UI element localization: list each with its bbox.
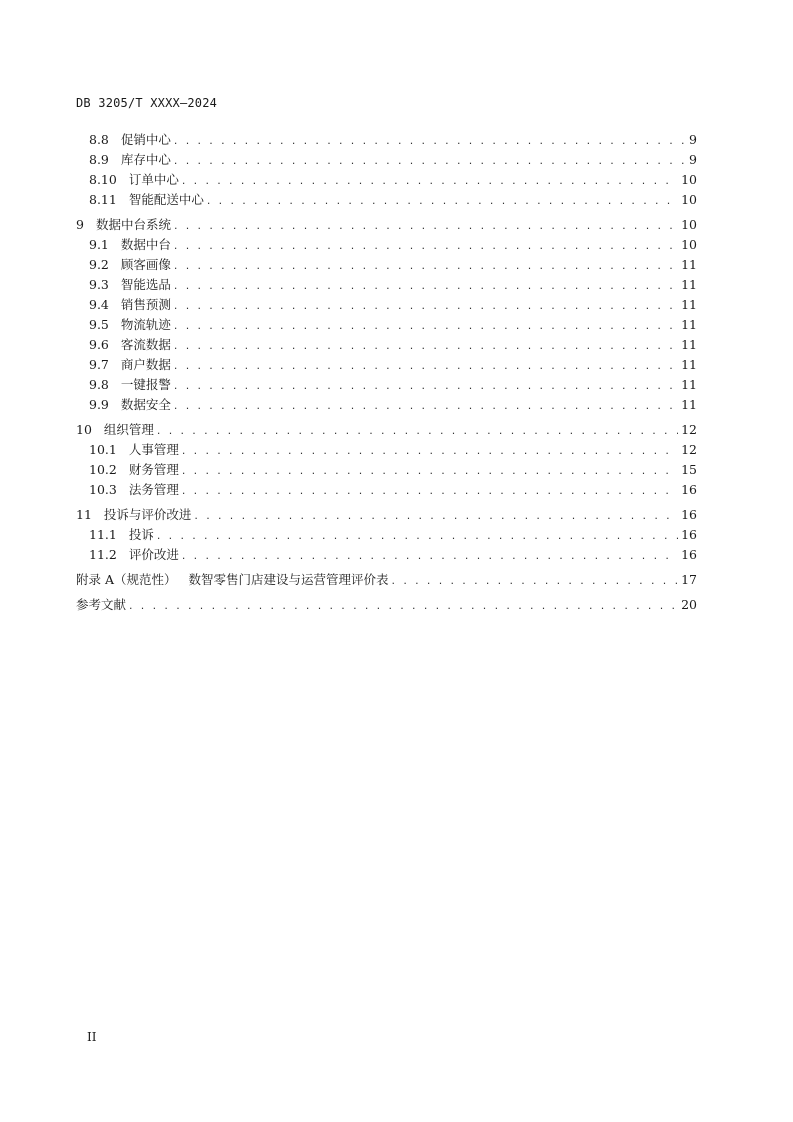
page-number: II	[87, 1030, 97, 1044]
toc-leader-dots	[129, 596, 678, 616]
toc-entry-page: 11	[681, 317, 697, 332]
toc-entry-title: 一键报警	[120, 377, 171, 392]
toc-entry[interactable]	[76, 130, 697, 150]
toc-leader-dots	[174, 151, 686, 171]
toc-leader-dots	[157, 526, 678, 546]
toc-leader-dots	[174, 356, 678, 376]
toc-entry-number: 10	[76, 422, 92, 437]
toc-entry-number: 9.6	[89, 337, 109, 352]
toc-entry-title: 财务管理	[128, 462, 179, 477]
toc-entry-number: 11.1	[89, 527, 117, 542]
toc-entry-page: 15	[681, 462, 697, 477]
toc-entry-page: 11	[681, 257, 697, 272]
toc-entry-number: 8.11	[89, 192, 117, 207]
toc-entry[interactable]	[76, 480, 697, 500]
toc-entry-number: 9.1	[89, 237, 109, 252]
toc-entry-page: 16	[681, 507, 697, 522]
toc-entry-title: 智能选品	[120, 277, 171, 292]
toc-leader-dots	[207, 191, 678, 211]
toc-entry-page: 9	[689, 152, 697, 167]
toc-entry-number: 8.8	[89, 132, 109, 147]
toc-entry-number: 8.10	[89, 172, 117, 187]
toc-leader-dots	[182, 546, 678, 566]
toc-entry-title: 投诉与评价改进	[103, 507, 192, 522]
toc-entry-number: 10.1	[89, 442, 117, 457]
toc-entry-title: 物流轨迹	[120, 317, 171, 332]
toc-entry[interactable]	[76, 420, 697, 440]
toc-entry-number: 9.5	[89, 317, 109, 332]
toc-entry-number: 9.2	[89, 257, 109, 272]
toc-entry-page: 11	[681, 377, 697, 392]
toc-entry-appendix[interactable]	[76, 570, 697, 590]
toc-entry[interactable]	[76, 335, 697, 355]
toc-entry-title: 人事管理	[128, 442, 179, 457]
toc-entry-title: 顾客画像	[120, 257, 171, 272]
toc-entry-number: 附录 A（规范性）	[76, 572, 177, 587]
toc-leader-dots	[174, 276, 678, 296]
toc-leader-dots	[174, 256, 678, 276]
toc-entry-page: 11	[681, 357, 697, 372]
toc-entry-page: 11	[681, 297, 697, 312]
toc-leader-dots	[174, 236, 678, 256]
toc-entry-page: 10	[681, 217, 697, 232]
toc-entry[interactable]	[76, 545, 697, 565]
toc-entry[interactable]	[76, 255, 697, 275]
toc-leader-dots	[174, 316, 678, 336]
toc-entry[interactable]	[76, 235, 697, 255]
toc-entry-page: 17	[681, 572, 697, 587]
toc-entry-number: 11	[76, 507, 92, 522]
toc-leader-dots	[157, 421, 678, 441]
toc-entry[interactable]	[76, 295, 697, 315]
toc-entry-title: 客流数据	[120, 337, 171, 352]
toc-entry-number: 9.4	[89, 297, 109, 312]
toc-entry-page: 16	[681, 527, 697, 542]
toc-entry-number: 10.2	[89, 462, 117, 477]
table-of-contents	[76, 130, 697, 615]
toc-entry-page: 10	[681, 172, 697, 187]
toc-entry-page: 10	[681, 192, 697, 207]
document-code-header: DB 3205/T XXXX—2024	[76, 96, 218, 110]
toc-entry-title: 评价改进	[128, 547, 179, 562]
toc-entry-number: 8.9	[89, 152, 109, 167]
toc-entry-title: 智能配送中心	[128, 192, 204, 207]
toc-entry[interactable]	[76, 170, 697, 190]
toc-entry[interactable]	[76, 460, 697, 480]
toc-entry-number: 9.3	[89, 277, 109, 292]
toc-entry-page: 11	[681, 397, 697, 412]
toc-entry-page: 12	[681, 422, 697, 437]
toc-entry[interactable]	[76, 525, 697, 545]
toc-entry-number: 11.2	[89, 547, 117, 562]
toc-entry-number: 9.8	[89, 377, 109, 392]
toc-entry[interactable]	[76, 150, 697, 170]
toc-entry[interactable]	[76, 505, 697, 525]
toc-entry-title: 参考文献	[76, 597, 127, 612]
toc-leader-dots	[174, 296, 678, 316]
toc-entry-page: 16	[681, 482, 697, 497]
toc-entry-references[interactable]	[76, 595, 697, 615]
toc-entry-number: 9.7	[89, 357, 109, 372]
toc-entry[interactable]	[76, 315, 697, 335]
toc-entry-page: 10	[681, 237, 697, 252]
toc-entry-title: 库存中心	[120, 152, 171, 167]
toc-entry[interactable]	[76, 215, 697, 235]
toc-entry-page: 11	[681, 337, 697, 352]
toc-entry[interactable]	[76, 375, 697, 395]
toc-leader-dots	[174, 336, 678, 356]
toc-entry-page: 12	[681, 442, 697, 457]
toc-leader-dots	[182, 461, 678, 481]
toc-entry-title: 数据安全	[120, 397, 171, 412]
toc-entry[interactable]	[76, 190, 697, 210]
toc-entry-title: 促销中心	[120, 132, 171, 147]
toc-leader-dots	[182, 171, 678, 191]
toc-entry-title: 商户数据	[120, 357, 171, 372]
toc-leader-dots	[194, 506, 678, 526]
toc-entry-title: 投诉	[128, 527, 154, 542]
toc-entry-number: 10.3	[89, 482, 117, 497]
toc-entry[interactable]	[76, 440, 697, 460]
toc-leader-dots	[174, 216, 678, 236]
toc-leader-dots	[174, 396, 678, 416]
toc-entry-title: 数智零售门店建设与运营管理评价表	[188, 572, 389, 587]
toc-entry[interactable]	[76, 275, 697, 295]
toc-leader-dots	[182, 481, 678, 501]
toc-entry-number: 9	[76, 217, 84, 232]
toc-entry-title: 销售预测	[120, 297, 171, 312]
toc-entry-title: 组织管理	[103, 422, 154, 437]
toc-entry-title: 数据中台系统	[95, 217, 171, 232]
toc-leader-dots	[174, 131, 686, 151]
toc-entry-page: 9	[689, 132, 697, 147]
toc-entry-title: 数据中台	[120, 237, 171, 252]
toc-entry-number: 9.9	[89, 397, 109, 412]
toc-leader-dots	[392, 571, 679, 591]
toc-entry[interactable]	[76, 355, 697, 375]
toc-entry-page: 16	[681, 547, 697, 562]
toc-leader-dots	[174, 376, 678, 396]
toc-entry-title: 订单中心	[128, 172, 179, 187]
toc-entry-title: 法务管理	[128, 482, 179, 497]
toc-entry-page: 20	[681, 597, 697, 612]
toc-entry-page: 11	[681, 277, 697, 292]
toc-leader-dots	[182, 441, 678, 461]
toc-entry[interactable]	[76, 395, 697, 415]
